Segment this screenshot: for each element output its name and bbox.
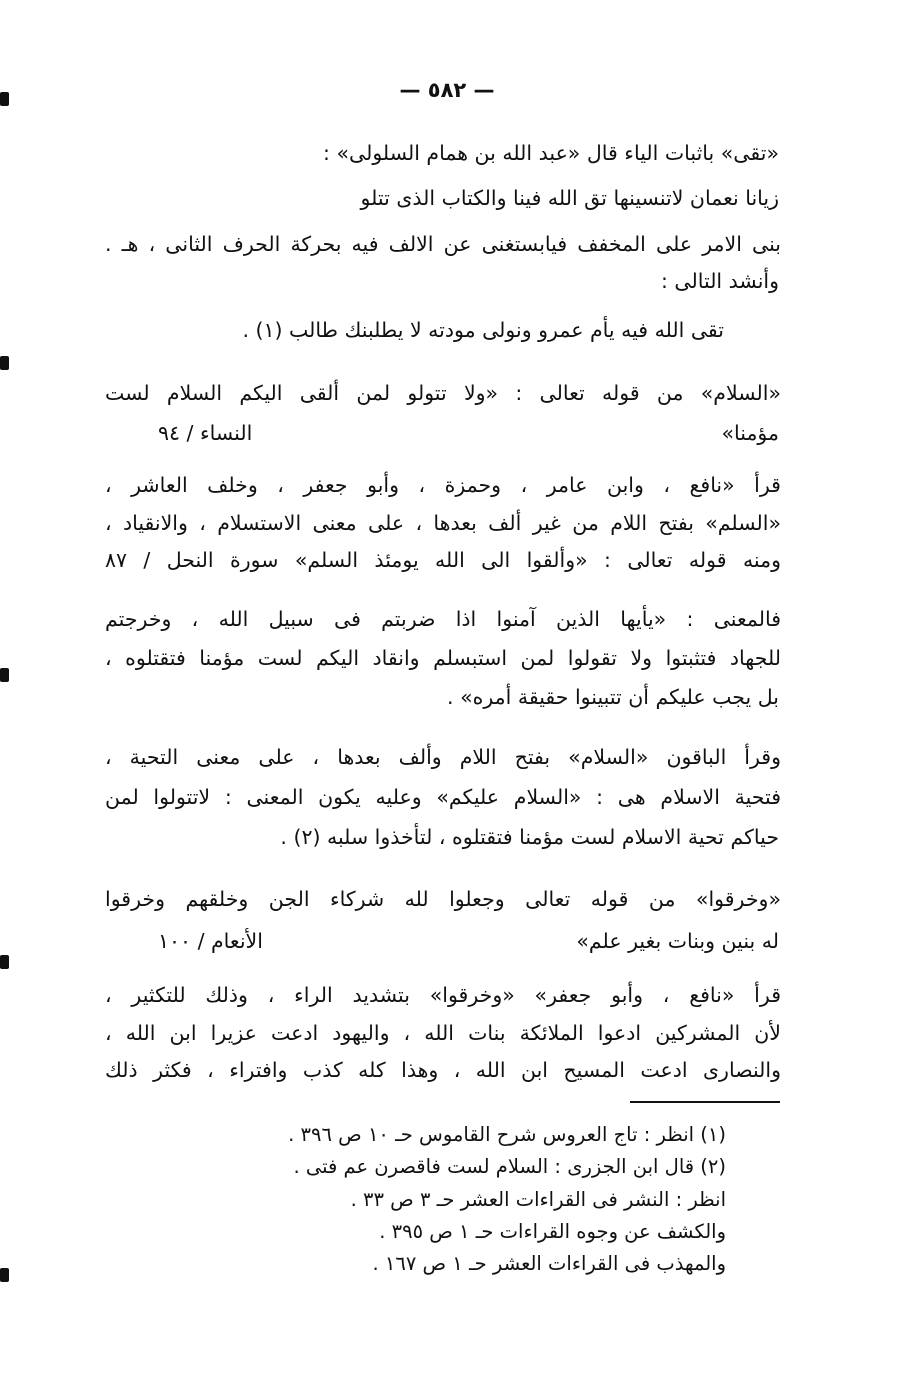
poem-verse: زيانا نعمان لاتنسينها تق الله فينا والكتاب الذى تتلو <box>360 186 779 210</box>
text-line: «وخرقوا» من قوله تعالى وجعلوا لله شركاء الجن وخلقهم وخرقوا <box>105 887 781 911</box>
footnote: انظر : النشر فى القراءات العشر حـ ٣ ص ٣٣ . <box>350 1188 726 1211</box>
footnote-separator <box>630 1101 780 1103</box>
quran-reference: النساء / ٩٤ <box>158 421 253 445</box>
text-line: للجهاد فتثبتوا ولا تقولوا لمن استبسلم وانقاد اليكم لست مؤمنا فتقتلوه ، <box>105 646 781 670</box>
quran-reference: الأنعام / ١٠٠ <box>158 929 263 953</box>
text-line: والنصارى ادعت المسيح ابن الله ، وهذا كله كذب وافتراء ، فكثر ذلك <box>105 1058 781 1082</box>
text-line: حياكم تحية الاسلام لست مؤمنا فتقتلوه ، لتأخذوا سلبه (٢) . <box>280 825 779 849</box>
text-line: له بنين وبنات بغير علم» <box>576 929 779 953</box>
poem-verse: تقى الله فيه يأم عمرو ونولى مودته لا يطلبنك طالب (١) . <box>242 318 724 342</box>
text-line: فتحية الاسلام هى : «السلام عليكم» وعليه يكون المعنى : لاتتولوا لمن <box>105 785 781 809</box>
edge-mark <box>0 1268 9 1282</box>
footnote: (٢) قال ابن الجزرى : السلام لست فاقصرن عم فتى . <box>293 1155 726 1178</box>
text-line: وأنشد التالى : <box>661 269 779 293</box>
page-number: — ٥٨٢ — <box>399 78 495 102</box>
footnote: والمهذب فى القراءات العشر حـ ١ ص ١٦٧ . <box>372 1252 726 1275</box>
text-line: بنى الامر على المخفف فيابستغنى عن الالف فيه بحركة الحرف الثانى ، هـ . <box>105 232 781 256</box>
edge-mark <box>0 955 9 969</box>
text-line: «تقى» باثبات الياء قال «عبد الله بن همام السلولى» : <box>323 141 779 165</box>
text-line: قرأ «نافع ، وأبو جعفر» «وخرقوا» بتشديد الراء ، وذلك للتكثير ، <box>105 983 781 1007</box>
footnote: (١) انظر : تاج العروس شرح القاموس حـ ١٠ ص ٣٩٦ . <box>288 1123 726 1146</box>
text-line: مؤمنا» <box>721 421 779 445</box>
edge-mark <box>0 92 9 106</box>
text-line: بل يجب عليكم أن تتبينوا حقيقة أمره» . <box>447 685 779 709</box>
text-line: لأن المشركين ادعوا الملائكة بنات الله ، واليهود ادعت عزيرا ابن الله ، <box>105 1021 781 1045</box>
text-line: فالمعنى : «يأيها الذين آمنوا اذا ضربتم فى سبيل الله ، وخرجتم <box>105 607 781 631</box>
text-line: «السلام» من قوله تعالى : «ولا تتولو لمن ألقى اليكم السلام لست <box>105 381 781 405</box>
edge-mark <box>0 668 9 682</box>
text-line: «السلم» بفتح اللام من غير ألف بعدها ، على معنى الاستسلام ، والانقياد ، <box>105 511 781 535</box>
text-line: ومنه قوله تعالى : «وألقوا الى الله يومئذ السلم» سورة النحل / ٨٧ <box>105 548 781 572</box>
text-line: وقرأ الباقون «السلام» بفتح اللام وألف بعدها ، على معنى التحية ، <box>105 745 781 769</box>
edge-mark <box>0 356 9 370</box>
footnote: والكشف عن وجوه القراءات حـ ١ ص ٣٩٥ . <box>379 1220 726 1243</box>
text-line: قرأ «نافع ، وابن عامر ، وحمزة ، وأبو جعفر ، وخلف العاشر ، <box>105 473 781 497</box>
